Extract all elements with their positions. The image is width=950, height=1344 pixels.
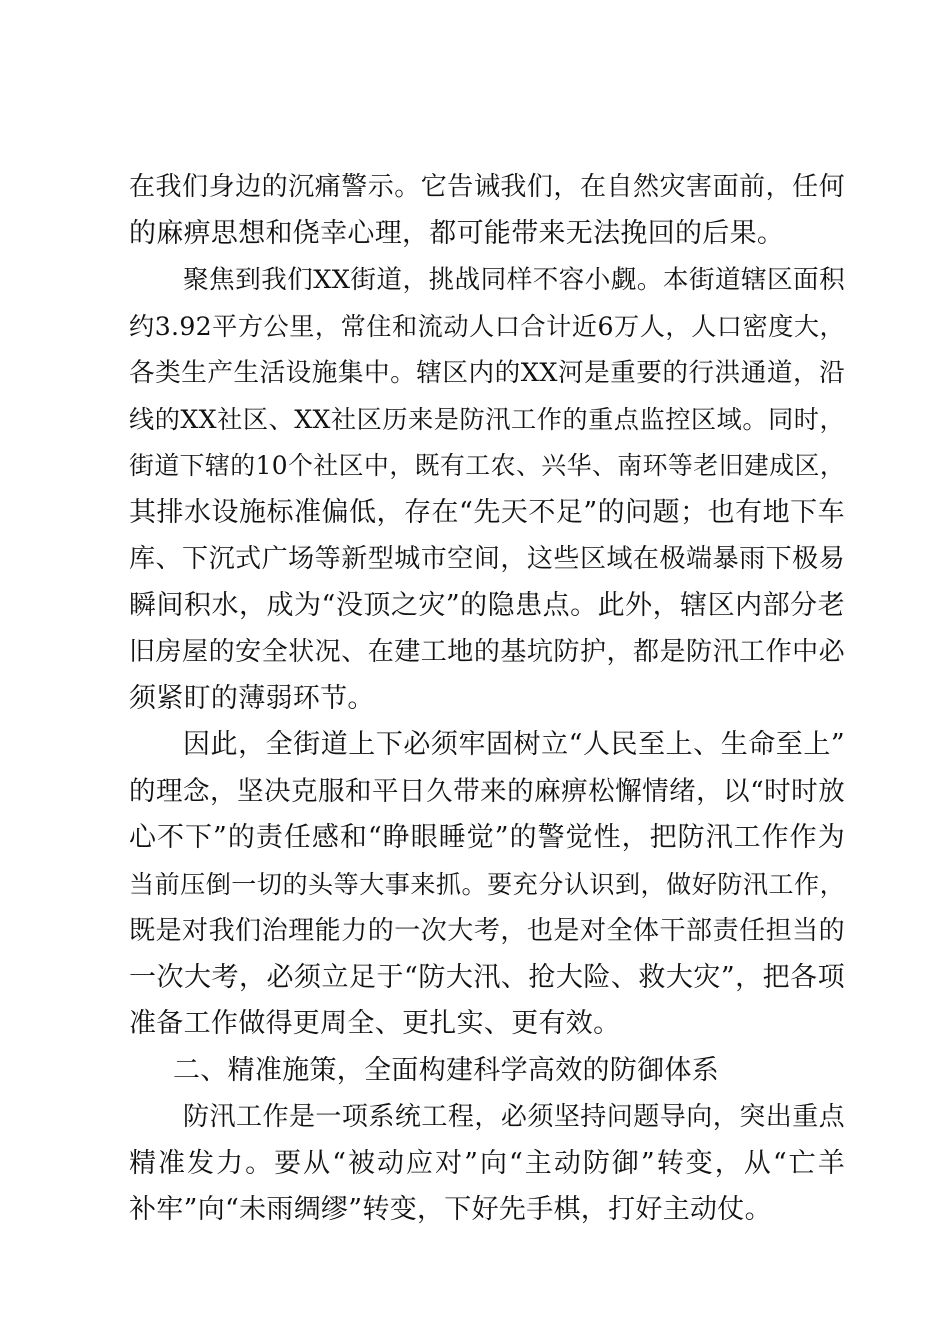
heading-text: 二、精准施策，全面构建科学高效的防御体系 bbox=[173, 1054, 719, 1086]
text-line: 补牢”向“未雨绸缪”转变，下好先手棋，打好主动仗。 bbox=[129, 1194, 772, 1225]
text-line: 准备工作做得更周全、更扎实、更有效。 bbox=[129, 1008, 621, 1039]
text-line: 街道下辖的10个社区中，既有工农、兴华、南环等老旧建成区， bbox=[129, 451, 845, 480]
document-body bbox=[129, 164, 845, 1234]
text-line: 约3.92平方公里，常住和流动人口合计近6万人，人口密度大， bbox=[129, 311, 845, 341]
paragraph-therefore bbox=[129, 722, 845, 1048]
text-line: 既是对我们治理能力的一次大考，也是对全体干部责任担当的 bbox=[129, 916, 845, 946]
text-line: 的麻痹思想和侥幸心理，都可能带来无法挽回的后果。 bbox=[129, 217, 785, 249]
text-line: 各类生产生活设施集中。辖区内的XX河是重要的行洪通道，沿 bbox=[129, 358, 845, 388]
text-line: 一次大考，必须立足于“防大汛、抢大险、救大灾”，把各项 bbox=[129, 961, 845, 993]
text-line: 线的XX社区、XX社区历来是防汛工作的重点监控区域。同时， bbox=[129, 404, 845, 434]
text-line: 聚焦到我们XX街道，挑战同样不容小觑。本街道辖区面积 bbox=[183, 265, 845, 295]
text-line: 精准发力。要从“被动应对”向“主动防御”转变，从“亡羊 bbox=[129, 1147, 845, 1179]
text-line: 旧房屋的安全状况、在建工地的基坑防护，都是防汛工作中必 bbox=[129, 637, 845, 667]
text-line: 的理念，坚决克服和平日久带来的麻痹松懈情绪，以“时时放 bbox=[129, 775, 845, 807]
section-heading bbox=[129, 1048, 845, 1095]
text-line: 须紧盯的薄弱环节。 bbox=[129, 682, 375, 714]
text-line: 防汛工作是一项系统工程，必须坚持问题导向，突出重点 bbox=[183, 1102, 845, 1132]
paragraph-system-engineering bbox=[129, 1094, 845, 1234]
text-line: 库、下沉式广场等新型城市空间，这些区域在极端暴雨下极易 bbox=[129, 544, 845, 574]
text-line: 心不下”的责任感和“睁眼睡觉”的警觉性，把防汛工作作为 bbox=[129, 822, 845, 853]
text-line: 瞬间积水，成为“没顶之灾”的隐患点。此外，辖区内部分老 bbox=[129, 589, 845, 621]
text-line: 因此，全街道上下必须牢固树立“人民至上、生命至上” bbox=[183, 729, 845, 760]
text-line: 当前压倒一切的头等大事来抓。要充分认识到，做好防汛工作， bbox=[129, 869, 845, 899]
paragraph-street-challenges bbox=[129, 257, 845, 722]
text-line: 其排水设施标准偏低，存在“先天不足”的问题；也有地下车 bbox=[129, 496, 845, 528]
text-line: 在我们身边的沉痛警示。它告诫我们，在自然灾害面前，任何 bbox=[129, 172, 845, 202]
paragraph-continuation bbox=[129, 164, 845, 257]
